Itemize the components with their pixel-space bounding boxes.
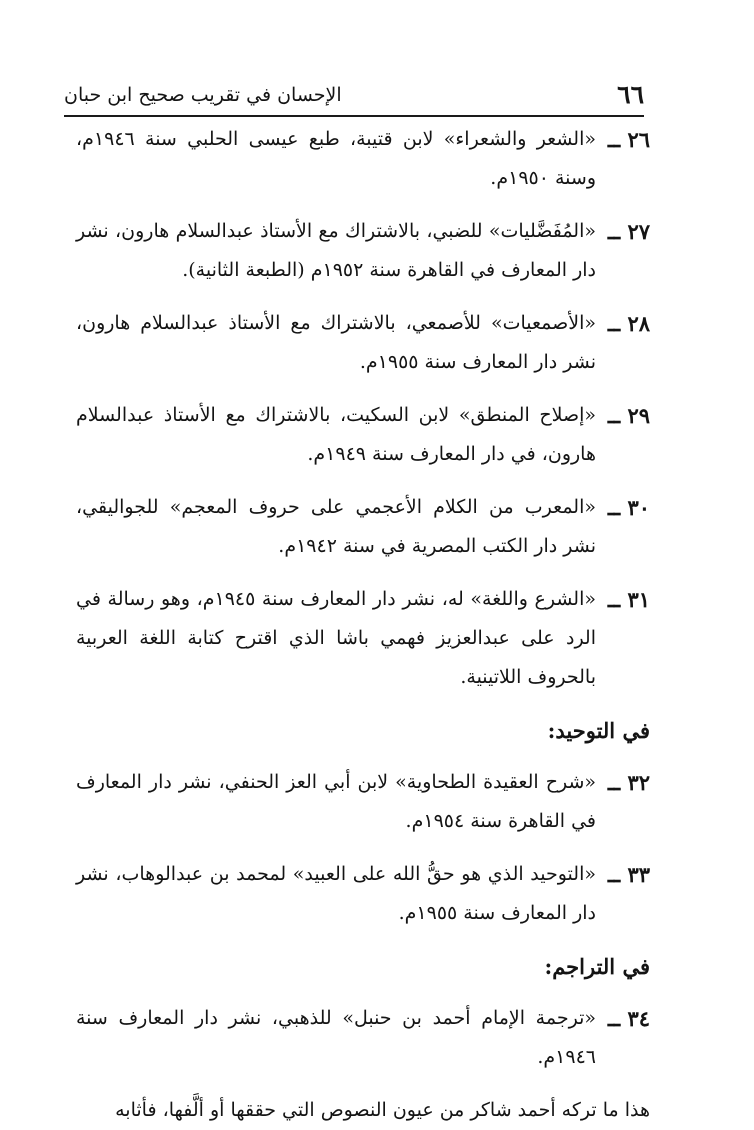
entry-text: «المعرب من الكلام الأعجمي على حروف المعجم» للجواليقي، نشر دار الكتب المصرية في سنة ١٩٤٢م.	[76, 496, 596, 557]
entry-text: «الشرع واللغة» له، نشر دار المعارف سنة ١٩٤٥م، وهو رسالة في الرد على عبدالعزيز فهمي باشا الذي اقترح كتابة اللغة العربية بالحروف اللاتينية.	[76, 588, 596, 688]
entry-number: ٣٢ ــ	[607, 770, 650, 795]
entry-number: ٣١ ــ	[607, 587, 650, 612]
entry-number: ٣٤ ــ	[607, 1006, 650, 1031]
list-item	[76, 763, 650, 841]
list-item	[76, 488, 650, 566]
entry-number: ٢٧ ــ	[607, 219, 650, 244]
entry-text: «إصلاح المنطق» لابن السكيت، بالاشتراك مع الأستاذ عبدالسلام هارون، في دار المعارف سنة ١٩٤٩م.	[76, 404, 596, 465]
header-rule	[64, 115, 644, 117]
bibliography-list	[76, 120, 650, 1130]
entry-number: ٢٩ ــ	[607, 403, 650, 428]
entry-number: ٢٨ ــ	[607, 311, 650, 336]
section-heading-tarajim: في التراجم:	[544, 954, 650, 979]
entry-text: «الشعر والشعراء» لابن قتيبة، طبع عيسى الحلبي سنة ١٩٤٦م، وسنة ١٩٥٠م.	[76, 128, 596, 189]
entry-number: ٢٦ ــ	[607, 127, 650, 152]
list-item	[76, 999, 650, 1077]
page-number: ٦٦	[617, 80, 644, 109]
list-item	[76, 212, 650, 290]
section-heading-tawhid: في التوحيد:	[547, 718, 650, 743]
closing-paragraph: هذا ما تركه أحمد شاكر من عيون النصوص التي حققها أو ألَّفها، فأثابه	[115, 1099, 650, 1121]
list-item	[76, 120, 650, 198]
page-header	[64, 80, 644, 110]
entry-text: «التوحيد الذي هو حقُّ الله على العبيد» لمحمد بن عبدالوهاب، نشر دار المعارف سنة ١٩٥٥م.	[76, 863, 596, 924]
entry-text: «شرح العقيدة الطحاوية» لابن أبي العز الحنفي، نشر دار المعارف في القاهرة سنة ١٩٥٤م.	[76, 771, 596, 832]
entry-text: «المُفَضَّليات» للضبي، بالاشتراك مع الأستاذ عبدالسلام هارون، نشر دار المعارف في القاهرة سنة ١٩٥٢م (الطبعة الثانية).	[76, 220, 596, 281]
list-item	[76, 855, 650, 933]
list-item	[76, 580, 650, 697]
list-item	[76, 396, 650, 474]
running-title: الإحسان في تقريب صحيح ابن حبان	[64, 84, 342, 106]
entry-text: «الأصمعيات» للأصمعي، بالاشتراك مع الأستاذ عبدالسلام هارون، نشر دار المعارف سنة ١٩٥٥م.	[76, 312, 596, 373]
entry-number: ٣٣ ــ	[607, 862, 650, 887]
entry-number: ٣٠ ــ	[607, 495, 650, 520]
entry-text: «ترجمة الإمام أحمد بن حنبل» للذهبي، نشر دار المعارف سنة ١٩٤٦م.	[76, 1007, 596, 1068]
list-item	[76, 304, 650, 382]
